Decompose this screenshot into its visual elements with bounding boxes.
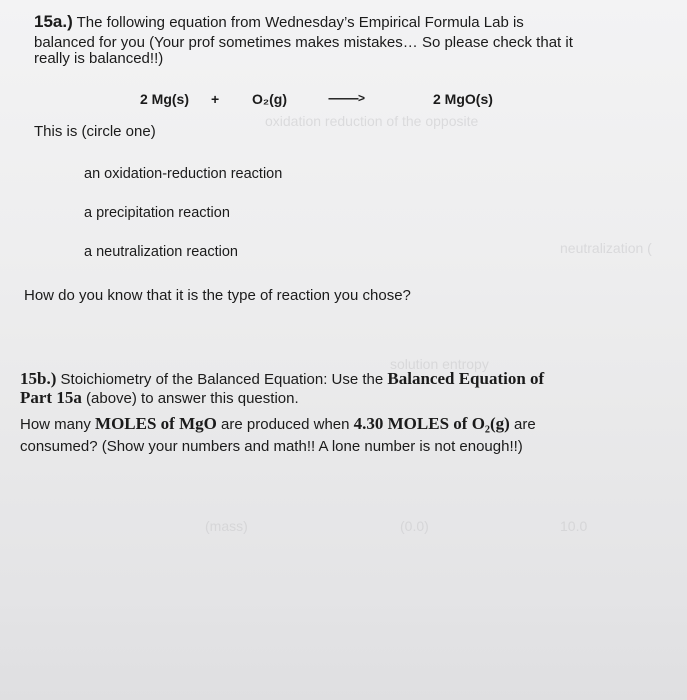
how-do-you-know: How do you know that it is the type of reaction you chose? bbox=[24, 287, 411, 304]
q15b-text-3a: How many bbox=[20, 416, 96, 433]
q15a-text-1: The following equation from Wednesday’s Empirical Formula Lab is bbox=[72, 14, 524, 31]
option-oxidation-reduction: an oxidation-reduction reaction bbox=[84, 166, 283, 182]
equation-product: 2 MgO(s) bbox=[433, 91, 493, 107]
bleed-through-text: oxidation reduction of the opposite bbox=[265, 113, 479, 129]
q15b-text-2: (above) to answer this question. bbox=[81, 390, 299, 407]
q15b-text-3e: are bbox=[509, 416, 536, 433]
equation-reactant-1: 2 Mg(s) bbox=[140, 91, 189, 107]
option-precipitation: a precipitation reaction bbox=[84, 205, 230, 221]
q15b-number: 15b.) bbox=[20, 369, 57, 388]
bleed-through-text: solution entropy bbox=[390, 356, 489, 372]
circle-one-prompt: This is (circle one) bbox=[34, 123, 156, 140]
bleed-through-text: neutralization ( bbox=[560, 240, 652, 256]
bleed-through-text: (mass) bbox=[205, 518, 248, 534]
equation-arrow: ----------> bbox=[328, 91, 364, 105]
q15b-bold-1: Balanced Equation of bbox=[387, 369, 545, 388]
q15a-line-1 bbox=[34, 12, 524, 32]
q15b-part-ref: Part 15a bbox=[20, 388, 82, 407]
q15a-line-2: balanced for you (Your prof sometimes makes mistakes… So please check that it bbox=[34, 34, 573, 51]
q15a-number: 15a.) bbox=[34, 12, 73, 31]
q15b-text-1: Stoichiometry of the Balanced Equation: Use the bbox=[56, 371, 388, 388]
option-neutralization: a neutralization reaction bbox=[84, 244, 238, 260]
bleed-through-text: (0.0) bbox=[400, 518, 429, 534]
q15b-bold-moles-o2: 4.30 MOLES of O₂(g) bbox=[353, 414, 510, 433]
bleed-through-text: 10.0 bbox=[560, 518, 588, 534]
q15b-line-3 bbox=[20, 413, 536, 435]
q15a-line-3: really is balanced!!) bbox=[34, 50, 164, 67]
q15b-line-4: consumed? (Show your numbers and math!! A lone number is not enough!!) bbox=[20, 438, 523, 455]
equation-plus: + bbox=[211, 91, 220, 107]
q15b-line-2 bbox=[20, 387, 299, 409]
equation-reactant-2: O₂(g) bbox=[252, 91, 287, 107]
q15b-bold-moles-mgo: MOLES of MgO bbox=[95, 414, 217, 433]
q15b-text-3c: are produced when bbox=[216, 416, 354, 433]
